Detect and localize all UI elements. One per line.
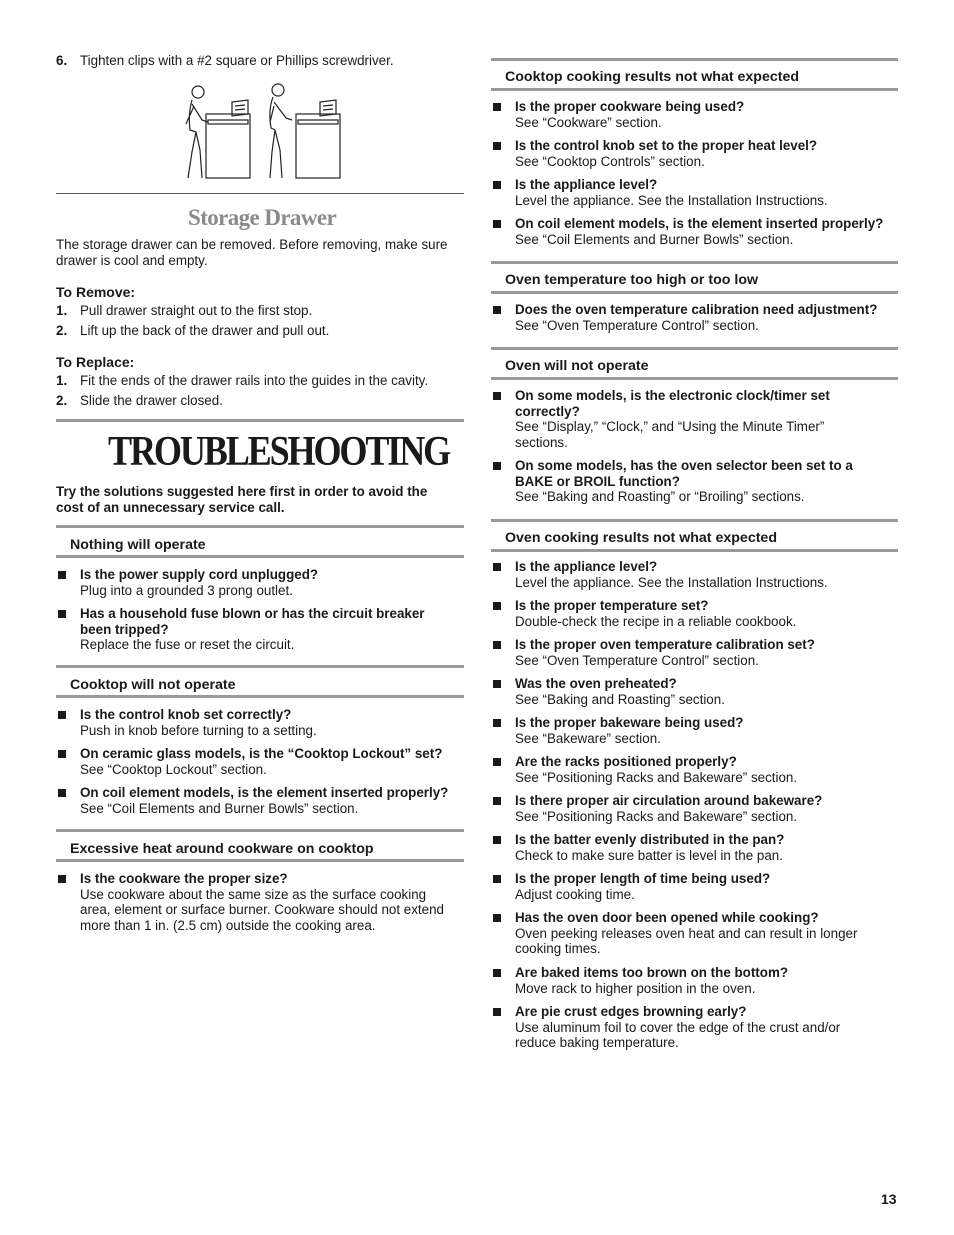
remove-step bbox=[56, 303, 464, 319]
illustration-figure-left bbox=[186, 86, 250, 178]
step-number: 2. bbox=[56, 323, 68, 338]
item-question: Was the oven preheated? bbox=[515, 676, 677, 691]
section-header bbox=[491, 519, 898, 552]
bullet-icon bbox=[493, 462, 501, 470]
item-question: Has the oven door been opened while cooking? bbox=[515, 910, 819, 925]
storage-drawer-title: Storage Drawer bbox=[188, 205, 337, 230]
item-answer: See “Baking and Roasting” section. bbox=[515, 691, 725, 707]
item-question: Is the proper length of time being used? bbox=[515, 871, 771, 886]
item-answer: See “Cooktop Controls” section. bbox=[515, 153, 705, 169]
list-item bbox=[491, 832, 898, 863]
step-text: Pull drawer straight out to the first stop. bbox=[80, 303, 313, 318]
section-heading: Cooktop will not operate bbox=[70, 677, 236, 693]
step-number: 1. bbox=[56, 303, 68, 318]
item-question: Does the oven temperature calibration need adjustment? bbox=[515, 302, 878, 317]
list-item bbox=[491, 965, 898, 996]
step-number: 1. bbox=[56, 373, 68, 388]
intro-line: drawer is cool and empty. bbox=[56, 253, 208, 268]
list-item bbox=[491, 871, 898, 902]
item-answer: Oven peeking releases oven heat and can result in longer bbox=[515, 925, 858, 941]
section-divider bbox=[56, 193, 464, 194]
step-number: 2. bbox=[56, 393, 68, 408]
section-header bbox=[491, 261, 898, 294]
list-item bbox=[56, 567, 464, 598]
intro-line: Try the solutions suggested here first in order to avoid the bbox=[56, 484, 428, 499]
item-question: Has a household fuse blown or has the circuit breaker bbox=[80, 606, 425, 621]
intro-line: The storage drawer can be removed. Before removing, make sure bbox=[56, 237, 448, 252]
section-header bbox=[56, 829, 464, 862]
bullet-icon bbox=[493, 392, 501, 400]
list-item bbox=[491, 715, 898, 746]
item-question: Is the appliance level? bbox=[515, 177, 658, 192]
step-text: Fit the ends of the drawer rails into the guides in the cavity. bbox=[80, 373, 429, 388]
item-question: Are baked items too brown on the bottom? bbox=[515, 965, 789, 980]
section-heading: Nothing will operate bbox=[70, 537, 206, 553]
item-question: Is the cookware the proper size? bbox=[80, 871, 288, 886]
item-answer: See “Cookware” section. bbox=[515, 114, 662, 130]
replace-step bbox=[56, 373, 464, 389]
item-answer: See “Oven Temperature Control” section. bbox=[515, 652, 759, 668]
step-text: Slide the drawer closed. bbox=[80, 393, 223, 408]
remove-step bbox=[56, 323, 464, 339]
item-answer: See “Cooktop Lockout” section. bbox=[80, 761, 267, 777]
section-heading: Oven temperature too high or too low bbox=[505, 272, 759, 288]
storage-drawer-intro bbox=[56, 237, 464, 269]
item-answer: sections. bbox=[515, 434, 568, 450]
bullet-icon bbox=[493, 797, 501, 805]
list-item bbox=[491, 676, 898, 707]
list-item bbox=[491, 754, 898, 785]
item-question: On coil element models, is the element inserted properly? bbox=[80, 785, 449, 800]
list-item bbox=[56, 746, 464, 777]
item-question: been tripped? bbox=[80, 621, 169, 637]
list-item bbox=[56, 785, 464, 816]
bullet-icon bbox=[493, 758, 501, 766]
list-item bbox=[491, 388, 898, 450]
item-answer: Move rack to higher position in the oven. bbox=[515, 980, 756, 996]
to-replace-heading: To Replace: bbox=[56, 354, 135, 370]
list-item bbox=[491, 559, 898, 590]
step-text: Lift up the back of the drawer and pull out. bbox=[80, 323, 330, 338]
item-question: BAKE or BROIL function? bbox=[515, 473, 680, 489]
item-answer: reduce baking temperature. bbox=[515, 1035, 679, 1051]
item-answer: Use aluminum foil to cover the edge of the crust and/or bbox=[515, 1019, 841, 1035]
item-answer: Use cookware about the same size as the surface cooking bbox=[80, 886, 427, 902]
list-item bbox=[491, 302, 898, 333]
item-answer: Plug into a grounded 3 prong outlet. bbox=[80, 582, 293, 598]
item-answer: See “Display,” “Clock,” and “Using the Minute Timer” bbox=[515, 419, 825, 435]
bullet-icon bbox=[58, 571, 66, 579]
item-answer: See “Positioning Racks and Bakeware” section. bbox=[515, 769, 798, 785]
item-question: Is the proper temperature set? bbox=[515, 598, 709, 613]
item-answer: Double-check the recipe in a reliable cookbook. bbox=[515, 613, 797, 629]
item-question: Is the proper cookware being used? bbox=[515, 99, 745, 114]
section-header bbox=[56, 525, 464, 558]
item-question: On coil element models, is the element inserted properly? bbox=[515, 216, 884, 231]
item-question: Are pie crust edges browning early? bbox=[515, 1004, 747, 1019]
item-question: On some models, has the oven selector been set to a bbox=[515, 458, 853, 473]
item-answer: Replace the fuse or reset the circuit. bbox=[80, 637, 295, 653]
item-answer: Check to make sure batter is level in the pan. bbox=[515, 847, 783, 863]
step-text: Tighten clips with a #2 square or Phillips screwdriver. bbox=[80, 53, 394, 68]
list-item bbox=[491, 458, 898, 505]
item-answer: See “Bakeware” section. bbox=[515, 730, 661, 746]
item-answer: Level the appliance. See the Installation Instructions. bbox=[515, 192, 828, 208]
item-answer: Adjust cooking time. bbox=[515, 886, 635, 902]
list-item bbox=[491, 1004, 898, 1051]
section-heading: Cooktop cooking results not what expected bbox=[505, 69, 800, 85]
list-item bbox=[56, 871, 464, 933]
bullet-icon bbox=[493, 142, 501, 150]
item-question: Is the power supply cord unplugged? bbox=[80, 567, 319, 582]
bullet-icon bbox=[493, 563, 501, 571]
page-number: 13 bbox=[881, 1191, 897, 1207]
section-header bbox=[491, 347, 898, 380]
bullet-icon bbox=[493, 969, 501, 977]
section-divider bbox=[56, 419, 464, 422]
bullet-icon bbox=[493, 836, 501, 844]
section-heading: Excessive heat around cookware on cooktop bbox=[70, 841, 374, 857]
step-number: 6. bbox=[56, 53, 68, 68]
list-item bbox=[491, 99, 898, 130]
replace-step bbox=[56, 393, 464, 409]
list-item bbox=[491, 598, 898, 629]
item-question: Are the racks positioned properly? bbox=[515, 754, 737, 769]
item-answer: area, element or surface burner. Cookware should not extend bbox=[80, 902, 444, 918]
item-question: Is the proper oven temperature calibration set? bbox=[515, 637, 815, 652]
bullet-icon bbox=[58, 750, 66, 758]
to-remove-heading: To Remove: bbox=[56, 284, 136, 300]
section-heading: Oven cooking results not what expected bbox=[505, 530, 777, 546]
bullet-icon bbox=[493, 875, 501, 883]
troubleshooting-title: TROUBLESHOOTING bbox=[108, 429, 450, 475]
bullet-icon bbox=[58, 610, 66, 618]
section-header bbox=[56, 665, 464, 698]
item-question: Is the appliance level? bbox=[515, 559, 658, 574]
step-6 bbox=[56, 53, 464, 69]
bullet-icon bbox=[493, 680, 501, 688]
bullet-icon bbox=[493, 641, 501, 649]
bullet-icon bbox=[493, 914, 501, 922]
bullet-icon bbox=[493, 719, 501, 727]
item-question: Is the batter evenly distributed in the pan? bbox=[515, 832, 785, 847]
list-item bbox=[491, 177, 898, 208]
list-item bbox=[491, 216, 898, 247]
bullet-icon bbox=[493, 1008, 501, 1016]
list-item bbox=[56, 606, 464, 653]
item-question: On ceramic glass models, is the “Cooktop Lockout” set? bbox=[80, 746, 443, 761]
bullet-icon bbox=[493, 220, 501, 228]
intro-line: cost of an unnecessary service call. bbox=[56, 500, 285, 515]
list-item bbox=[491, 793, 898, 824]
illustration-figure-right bbox=[270, 84, 340, 178]
bullet-icon bbox=[493, 103, 501, 111]
item-question: On some models, is the electronic clock/timer set bbox=[515, 388, 830, 403]
item-answer: See “Oven Temperature Control” section. bbox=[515, 317, 759, 333]
bullet-icon bbox=[493, 602, 501, 610]
item-question: correctly? bbox=[515, 403, 580, 419]
item-answer: See “Baking and Roasting” or “Broiling” sections. bbox=[515, 489, 805, 505]
list-item bbox=[56, 707, 464, 738]
item-question: Is the control knob set to the proper heat level? bbox=[515, 138, 818, 153]
bullet-icon bbox=[58, 711, 66, 719]
item-answer: Push in knob before turning to a setting. bbox=[80, 722, 317, 738]
bullet-icon bbox=[58, 789, 66, 797]
section-heading: Oven will not operate bbox=[505, 358, 649, 374]
troubleshooting-intro bbox=[56, 484, 464, 516]
item-answer: See “Coil Elements and Burner Bowls” section. bbox=[515, 231, 794, 247]
item-question: Is the control knob set correctly? bbox=[80, 707, 292, 722]
section-header bbox=[491, 58, 898, 91]
item-answer: cooking times. bbox=[515, 941, 601, 957]
item-question: Is the proper bakeware being used? bbox=[515, 715, 744, 730]
item-answer: See “Positioning Racks and Bakeware” section. bbox=[515, 808, 798, 824]
bullet-icon bbox=[493, 306, 501, 314]
item-answer: more than 1 in. (2.5 cm) outside the cooking area. bbox=[80, 917, 376, 933]
bullet-icon bbox=[58, 875, 66, 883]
item-answer: See “Coil Elements and Burner Bowls” section. bbox=[80, 800, 359, 816]
item-question: Is there proper air circulation around bakeware? bbox=[515, 793, 823, 808]
illustration-tightening-clips bbox=[174, 80, 344, 184]
item-answer: Level the appliance. See the Installation Instructions. bbox=[515, 574, 828, 590]
bullet-icon bbox=[493, 181, 501, 189]
list-item bbox=[491, 138, 898, 169]
list-item bbox=[491, 637, 898, 668]
list-item bbox=[491, 910, 898, 957]
